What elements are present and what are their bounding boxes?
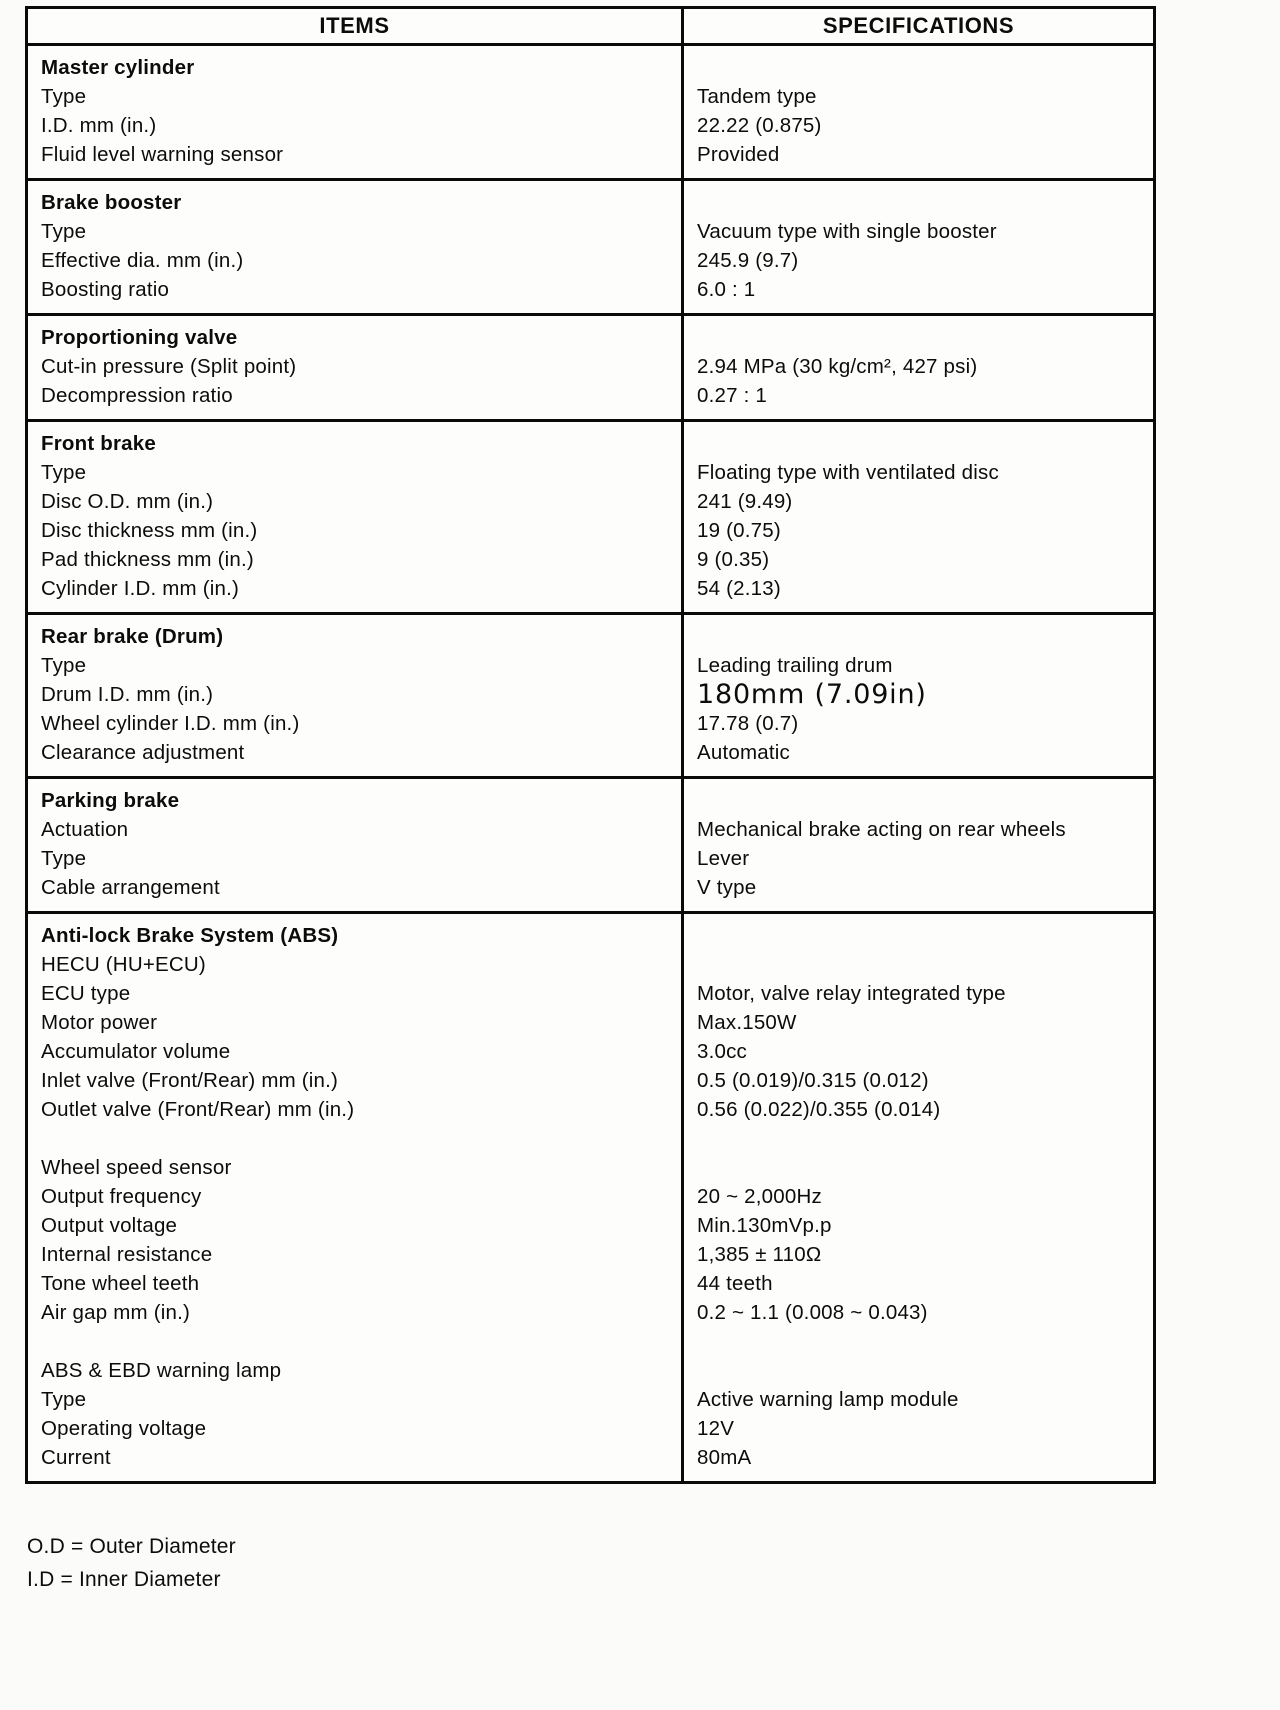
spec-value: 19 (0.75) bbox=[697, 519, 781, 542]
spec-value: Active warning lamp module bbox=[697, 1388, 959, 1411]
item-label: Output voltage bbox=[41, 1214, 178, 1237]
header-row bbox=[27, 8, 1155, 45]
spec-value: 20 ~ 2,000Hz bbox=[697, 1185, 822, 1208]
section-row bbox=[27, 614, 1155, 778]
item-label: Type bbox=[41, 85, 87, 108]
spec-value: 3.0cc bbox=[697, 1040, 747, 1063]
table-body bbox=[27, 45, 1155, 1483]
items-cell bbox=[27, 614, 683, 778]
spec-value: 0.56 (0.022)/0.355 (0.014) bbox=[697, 1098, 941, 1121]
item-label: Internal resistance bbox=[41, 1243, 213, 1266]
item-label: Clearance adjustment bbox=[41, 741, 245, 764]
spec-value: 80mA bbox=[697, 1446, 752, 1469]
spec-value: Automatic bbox=[697, 741, 790, 764]
spec-blank-line bbox=[697, 1153, 1143, 1182]
spec-value: Motor, valve relay integrated type bbox=[697, 982, 1006, 1005]
items-cell bbox=[27, 315, 683, 421]
item-label: Drum I.D. mm (in.) bbox=[41, 683, 214, 706]
item-label: Current bbox=[41, 1446, 111, 1469]
item-label: Decompression ratio bbox=[41, 384, 233, 407]
item-label: Fluid level warning sensor bbox=[41, 143, 284, 166]
column-header-items: ITEMS bbox=[27, 8, 683, 45]
items-cell bbox=[27, 913, 683, 1483]
item-label: Type bbox=[41, 220, 87, 243]
specs-cell bbox=[683, 913, 1155, 1483]
item-label: Type bbox=[41, 847, 87, 870]
item-label: Disc O.D. mm (in.) bbox=[41, 490, 214, 513]
item-label: Wheel speed sensor bbox=[41, 1156, 232, 1179]
section-title: Brake booster bbox=[41, 191, 182, 214]
spec-blank-line bbox=[697, 786, 1143, 815]
section-title: Anti-lock Brake System (ABS) bbox=[41, 924, 339, 947]
item-label: Actuation bbox=[41, 818, 129, 841]
item-label: ECU type bbox=[41, 982, 131, 1005]
spec-value: 241 (9.49) bbox=[697, 490, 793, 513]
specs-cell bbox=[683, 778, 1155, 913]
spec-blank-line bbox=[697, 921, 1143, 950]
specs-cell bbox=[683, 614, 1155, 778]
spec-value: Min.130mVp.p bbox=[697, 1214, 832, 1237]
spec-value: 180mm (7.09in) bbox=[697, 679, 927, 710]
spec-value: 0.2 ~ 1.1 (0.008 ~ 0.043) bbox=[697, 1301, 928, 1324]
item-label: Disc thickness mm (in.) bbox=[41, 519, 258, 542]
spec-blank-line bbox=[697, 622, 1143, 651]
specs-cell bbox=[683, 421, 1155, 614]
spec-blank-line bbox=[697, 1327, 1143, 1356]
spec-value: Leading trailing drum bbox=[697, 654, 893, 677]
footnote-od: O.D = Outer Diameter bbox=[27, 1535, 236, 1558]
items-cell bbox=[27, 45, 683, 180]
column-header-specifications: SPECIFICATIONS bbox=[683, 8, 1155, 45]
spec-value: Max.150W bbox=[697, 1011, 797, 1034]
spec-value: 6.0 : 1 bbox=[697, 278, 756, 301]
spec-value: Mechanical brake acting on rear wheels bbox=[697, 818, 1066, 841]
spec-value: Floating type with ventilated disc bbox=[697, 461, 999, 484]
brake-specifications-table bbox=[25, 6, 1156, 1484]
specs-cell bbox=[683, 315, 1155, 421]
section-row bbox=[27, 315, 1155, 421]
spec-value: Tandem type bbox=[697, 85, 817, 108]
item-label: Effective dia. mm (in.) bbox=[41, 249, 244, 272]
spec-value: 54 (2.13) bbox=[697, 577, 781, 600]
item-label: Inlet valve (Front/Rear) mm (in.) bbox=[41, 1069, 339, 1092]
section-row bbox=[27, 913, 1155, 1483]
spec-value: 1,385 ± 110Ω bbox=[697, 1243, 822, 1266]
spec-value: 0.5 (0.019)/0.315 (0.012) bbox=[697, 1069, 929, 1092]
item-label: Outlet valve (Front/Rear) mm (in.) bbox=[41, 1098, 355, 1121]
section-title: Rear brake (Drum) bbox=[41, 625, 224, 648]
spec-value: Vacuum type with single booster bbox=[697, 220, 997, 243]
item-label: Type bbox=[41, 461, 87, 484]
spec-value: Provided bbox=[697, 143, 780, 166]
item-label: Tone wheel teeth bbox=[41, 1272, 200, 1295]
spec-value: 44 teeth bbox=[697, 1272, 773, 1295]
item-label: Operating voltage bbox=[41, 1417, 207, 1440]
section-row bbox=[27, 421, 1155, 614]
blank-line bbox=[41, 1327, 671, 1356]
items-cell bbox=[27, 778, 683, 913]
footnote-id: I.D = Inner Diameter bbox=[27, 1568, 221, 1591]
spec-value: 17.78 (0.7) bbox=[697, 712, 799, 735]
item-label: Type bbox=[41, 654, 87, 677]
section-row bbox=[27, 778, 1155, 913]
section-title: Master cylinder bbox=[41, 56, 195, 79]
section-title: Parking brake bbox=[41, 789, 180, 812]
spec-blank-line bbox=[697, 429, 1143, 458]
item-label: HECU (HU+ECU) bbox=[41, 953, 206, 976]
spec-value: 2.94 MPa (30 kg/cm², 427 psi) bbox=[697, 355, 978, 378]
spec-value: 9 (0.35) bbox=[697, 548, 770, 571]
item-label: Type bbox=[41, 1388, 87, 1411]
spec-value: Lever bbox=[697, 847, 750, 870]
item-label: Air gap mm (in.) bbox=[41, 1301, 191, 1324]
item-label: Output frequency bbox=[41, 1185, 202, 1208]
footnotes bbox=[25, 1530, 1280, 1596]
items-cell bbox=[27, 421, 683, 614]
blank-line bbox=[41, 1124, 671, 1153]
item-label: Cylinder I.D. mm (in.) bbox=[41, 577, 240, 600]
items-cell bbox=[27, 180, 683, 315]
item-label: Motor power bbox=[41, 1011, 158, 1034]
spec-blank-line bbox=[697, 950, 1143, 979]
item-label: Wheel cylinder I.D. mm (in.) bbox=[41, 712, 300, 735]
spec-blank-line bbox=[697, 323, 1143, 352]
spec-value: V type bbox=[697, 876, 757, 899]
item-label: ABS & EBD warning lamp bbox=[41, 1359, 282, 1382]
specs-cell bbox=[683, 180, 1155, 315]
item-label: Boosting ratio bbox=[41, 278, 170, 301]
section-title: Proportioning valve bbox=[41, 326, 238, 349]
section-row bbox=[27, 180, 1155, 315]
spec-blank-line bbox=[697, 1356, 1143, 1385]
spec-value: 12V bbox=[697, 1417, 735, 1440]
item-label: I.D. mm (in.) bbox=[41, 114, 157, 137]
spec-blank-line bbox=[697, 188, 1143, 217]
item-label: Accumulator volume bbox=[41, 1040, 231, 1063]
section-title: Front brake bbox=[41, 432, 156, 455]
spec-value: 22.22 (0.875) bbox=[697, 114, 822, 137]
spec-value: 0.27 : 1 bbox=[697, 384, 767, 407]
item-label: Pad thickness mm (in.) bbox=[41, 548, 254, 571]
spec-blank-line bbox=[697, 53, 1143, 82]
table-header bbox=[27, 8, 1155, 45]
section-row bbox=[27, 45, 1155, 180]
spec-value: 245.9 (9.7) bbox=[697, 249, 799, 272]
spec-blank-line bbox=[697, 1124, 1143, 1153]
specs-cell bbox=[683, 45, 1155, 180]
item-label: Cable arrangement bbox=[41, 876, 220, 899]
item-label: Cut-in pressure (Split point) bbox=[41, 355, 297, 378]
